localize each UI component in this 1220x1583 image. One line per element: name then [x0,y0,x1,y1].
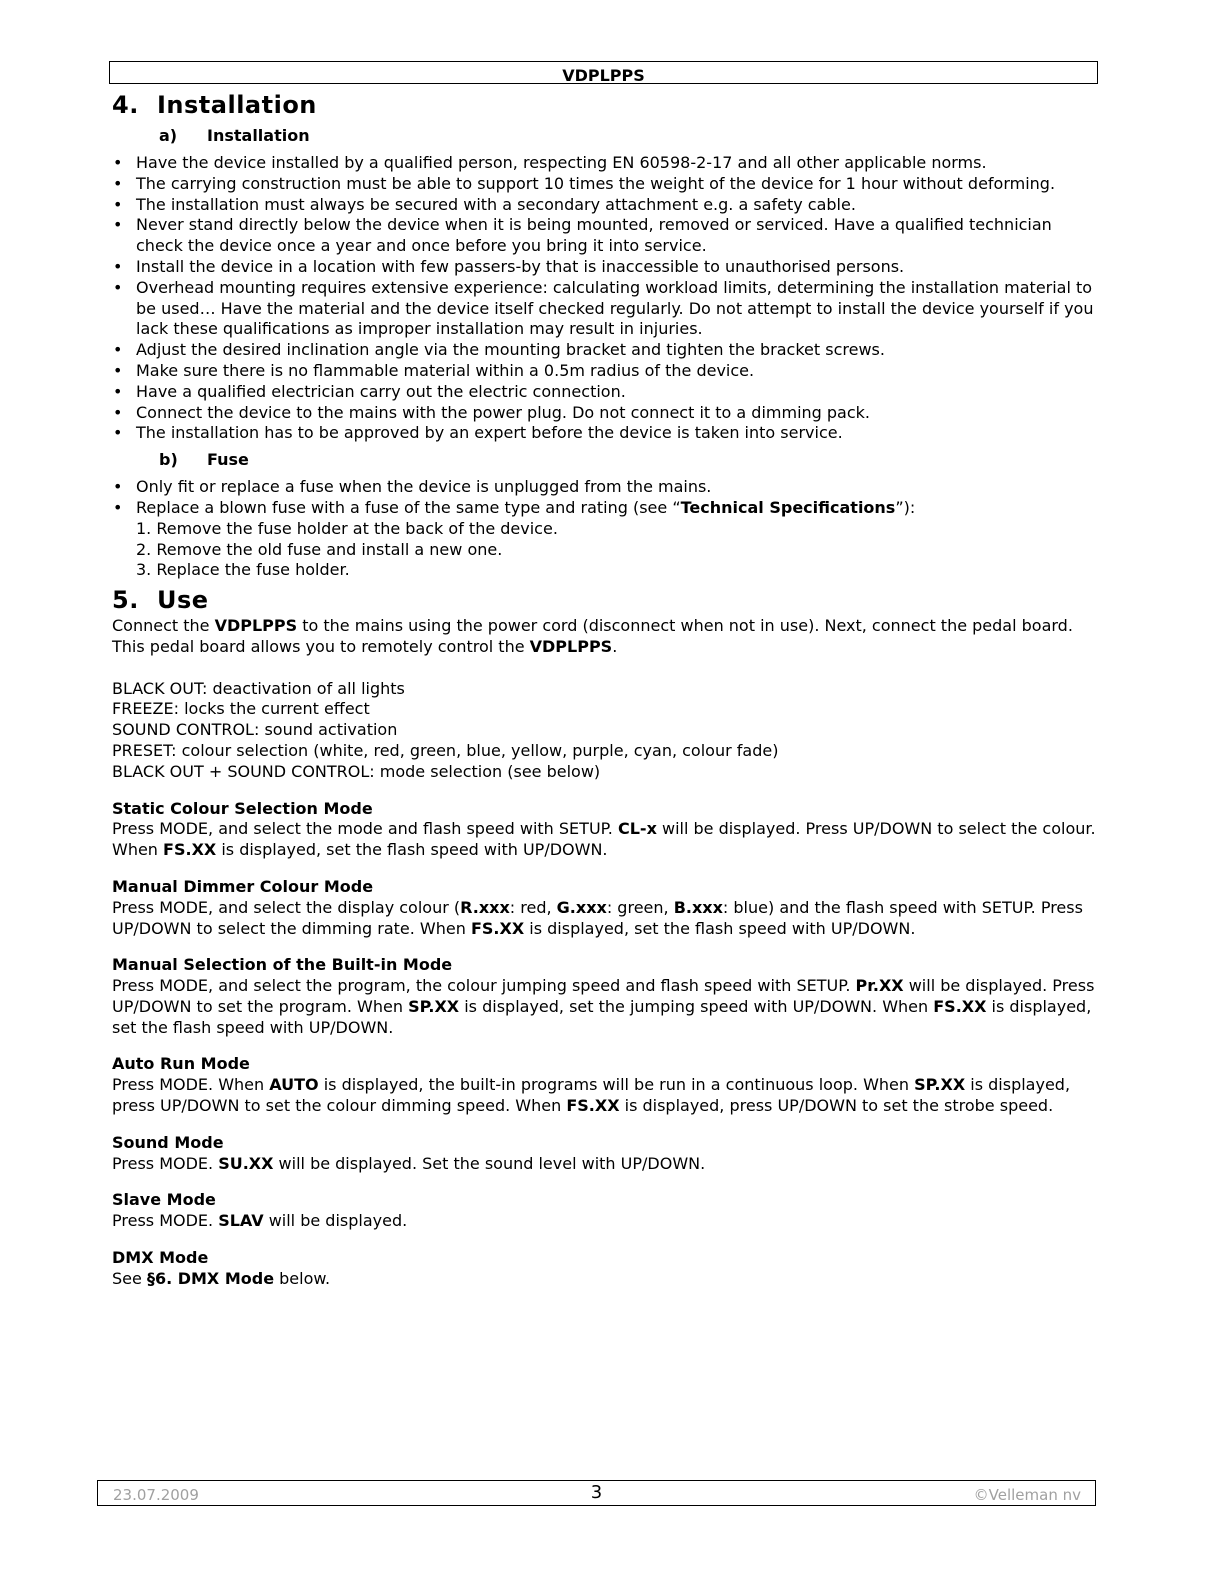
subsection-letter: b) [159,450,178,470]
mode-description [112,1154,1102,1175]
list-item: • The installation has to be approved by an expert before the device is taken into service. [112,423,1102,444]
text-run: below. [274,1268,331,1288]
text-run: to the mains using the power cord (disconnect when not in use). Next, connect the pedal board. This pedal board allows you to remotely control the [112,616,1073,656]
subsection-letter: a) [159,126,178,145]
display-code: CL-x [617,819,657,839]
mode-description [112,1269,1102,1290]
product-name: VDPLPPS [214,616,298,636]
list-item [112,498,1102,519]
text-run: : blue) and the flash speed with SETUP. Press UP/DOWN to select the dimming rate. When [112,897,1083,938]
text-run: will be displayed. [263,1211,408,1231]
subsection-a-heading [112,125,1102,146]
installation-bullets [112,153,1102,444]
mode-description [112,976,1102,1038]
function-line: SOUND CONTROL: sound activation [112,720,398,740]
display-code: SU.XX [218,1153,274,1173]
slave-mode [112,1190,1102,1232]
list-item: • Make sure there is no flammable material within a 0.5m radius of the device. [112,361,1102,382]
page-footer [97,1480,1096,1506]
display-code: R.xxx [460,897,510,917]
crossref-dmx-mode: §6. DMX Mode [146,1268,275,1288]
function-line: PRESET: colour selection (white, red, green, blue, yellow, purple, cyan, colour fade) [112,740,779,760]
mode-title: Auto Run Mode [112,1054,250,1074]
footer-date: 23.07.2009 [113,1486,199,1504]
subsection-b-heading [112,449,1102,470]
step-item: 3. Replace the fuse holder. [136,560,350,580]
text-run: Press MODE. When [112,1075,270,1095]
text-run: is displayed, press UP/DOWN to set the colour dimming speed. When [112,1075,1071,1116]
list-item: • Never stand directly below the device when it is being mounted, removed or serviced. Have a qualified technician check the device once a year and once before you bring it into service. [112,215,1102,257]
section-5-heading [112,585,1102,615]
section-title: Installation [157,91,317,119]
section-number: 4. [112,91,139,119]
mode-title: DMX Mode [112,1248,209,1268]
fuse-bullets [112,477,1102,519]
mode-title: Static Colour Selection Mode [112,798,373,818]
mode-title: Slave Mode [112,1190,216,1210]
display-code: SP.XX [914,1075,966,1095]
display-code: Pr.XX [855,976,904,996]
crossref-technical-specifications: Technical Specifications [680,497,896,517]
list-item: • Only fit or replace a fuse when the device is unplugged from the mains. [112,477,1102,498]
text-run: Press MODE, and select the program, the colour jumping speed and flash speed with SETUP. [112,976,856,996]
spacer [112,658,1102,679]
text-run: . [612,636,618,656]
footer-copyright: ©Velleman nv [973,1486,1081,1504]
text-run: See [112,1268,147,1288]
list-item: • Have the device installed by a qualified person, respecting EN 60598-2-17 and all other applicable norms. [112,153,1102,174]
display-code: G.xxx [556,897,607,917]
mode-title: Manual Selection of the Built-in Mode [112,955,453,975]
text-run: ”): [895,497,916,517]
auto-run-mode [112,1054,1102,1116]
pedal-functions-list [112,679,1102,783]
display-code: SP.XX [408,996,460,1016]
mode-title: Manual Dimmer Colour Mode [112,876,374,896]
text-run: will be displayed. Press UP/DOWN to set the program. When [112,976,1095,1016]
display-code: B.xxx [673,897,723,917]
text-run: Press MODE. [112,1153,219,1173]
text-run: Replace a blown fuse with a fuse of the same type and rating (see “ [136,497,681,517]
text-run: will be displayed. Set the sound level with UP/DOWN. [273,1153,706,1173]
section-title: Use [157,586,209,615]
section-number: 5. [112,586,139,615]
use-intro-paragraph [112,616,1102,658]
text-run: is displayed, set the flash speed with UP/DOWN. [112,996,1092,1037]
fuse-steps [112,519,1102,581]
mode-description [112,819,1102,861]
text-run: : green, [606,897,674,917]
display-code: FS.XX [163,840,217,860]
text-run: is displayed, set the flash speed with UP/DOWN. [524,918,916,938]
list-item: • Connect the device to the mains with the power plug. Do not connect it to a dimming pack. [112,403,1102,424]
header-title: VDPLPPS [562,66,645,85]
display-code: FS.XX [470,918,525,938]
mode-title: Sound Mode [112,1132,224,1152]
list-item: • Overhead mounting requires extensive experience: calculating workload limits, determining the installation material to be used… Have the material and the device itself checked regularly. Do not attempt to install the device yourself if you lack these qualifications as improper installation may result in injuries. [112,278,1102,340]
static-colour-mode [112,799,1102,861]
subsection-title: Installation [207,126,310,145]
text-run: is displayed, the built-in programs will be run in a continuous loop. When [318,1075,915,1095]
text-run: : red, [509,897,557,917]
text-run: is displayed, set the jumping speed with UP/DOWN. When [459,996,934,1016]
manual-dimmer-mode [112,877,1102,939]
display-code: AUTO [269,1075,319,1095]
builtin-mode [112,955,1102,1038]
function-line: BLACK OUT + SOUND CONTROL: mode selection (see below) [112,761,601,781]
text-run: Press MODE. [112,1211,219,1231]
subsection-title: Fuse [207,450,249,470]
dmx-mode [112,1248,1102,1290]
text-run: Connect the [112,616,215,636]
function-line: FREEZE: locks the current effect [112,699,370,719]
list-item: • Have a qualified electrician carry out the electric connection. [112,382,1102,403]
mode-description [112,1211,1102,1232]
list-item: • Adjust the desired inclination angle via the mounting bracket and tighten the bracket screws. [112,340,1102,361]
mode-description [112,898,1102,940]
function-line: BLACK OUT: deactivation of all lights [112,678,405,698]
list-item: • Install the device in a location with few passers-by that is inaccessible to unauthorised persons. [112,257,1102,278]
text-run: Press MODE, and select the display colour ( [112,897,461,917]
text-run: is displayed, press UP/DOWN to set the strobe speed. [619,1096,1054,1116]
list-item: • The installation must always be secured with a secondary attachment e.g. a safety cable. [112,195,1102,216]
display-code: SLAV [218,1211,264,1231]
step-item: 2. Remove the old fuse and install a new one. [136,539,503,559]
text-run: is displayed, set the flash speed with UP/DOWN. [216,840,608,860]
text-run: will be displayed. Press UP/DOWN to select the colour. When [112,819,1096,860]
page-header [109,61,1098,84]
page-content [112,88,1102,1290]
display-code: FS.XX [933,996,987,1016]
step-item: 1. Remove the fuse holder at the back of the device. [136,518,558,538]
display-code: FS.XX [566,1096,620,1116]
list-item: • The carrying construction must be able to support 10 times the weight of the device for 1 hour without deforming. [112,174,1102,195]
page-number: 3 [590,1482,603,1503]
text-run: Press MODE, and select the mode and flash speed with SETUP. [112,819,618,839]
sound-mode [112,1133,1102,1175]
product-name: VDPLPPS [529,636,613,656]
mode-description [112,1075,1102,1117]
section-4-heading [112,90,1102,120]
